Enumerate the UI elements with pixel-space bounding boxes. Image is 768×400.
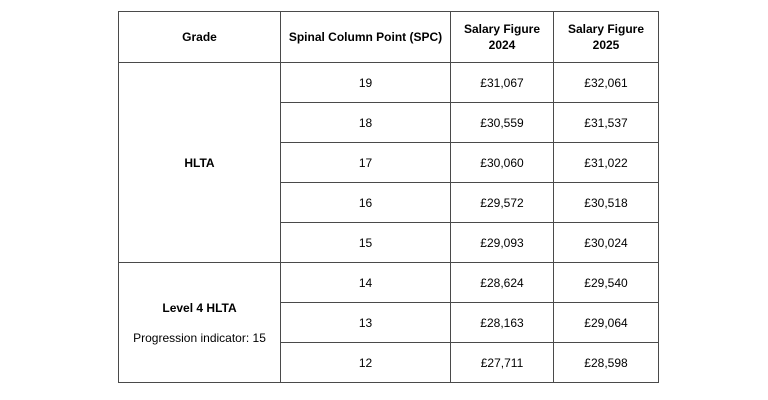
grade-cell-level4-hlta (119, 263, 281, 383)
header-salary-2025-line1: Salary Figure (567, 22, 645, 36)
grade-name: HLTA (184, 155, 215, 170)
spc-cell: 15 (281, 223, 451, 263)
spc-cell: 13 (281, 303, 451, 343)
spc-cell: 12 (281, 343, 451, 383)
header-salary-2025-line2: 2025 (592, 38, 620, 52)
progression-indicator: Progression indicator: 15 (133, 330, 266, 345)
header-row (119, 12, 659, 63)
salary-2025-cell: £28,598 (554, 343, 659, 383)
salary-2024-cell: £27,711 (451, 343, 554, 383)
grade-name: Level 4 HLTA (162, 300, 237, 315)
salary-2024-cell: £30,559 (451, 103, 554, 143)
table-row (119, 263, 659, 303)
grade-cell-hlta (119, 63, 281, 263)
salary-2025-cell: £32,061 (554, 63, 659, 103)
header-salary-2024-line1: Salary Figure (463, 22, 541, 36)
salary-2025-cell: £31,537 (554, 103, 659, 143)
salary-2024-cell: £28,163 (451, 303, 554, 343)
salary-2025-cell: £29,064 (554, 303, 659, 343)
header-salary-2024 (451, 12, 554, 63)
salary-2025-cell: £29,540 (554, 263, 659, 303)
header-grade: Grade (119, 12, 281, 63)
spc-cell: 14 (281, 263, 451, 303)
header-salary-2025 (554, 12, 659, 63)
salary-2024-cell: £31,067 (451, 63, 554, 103)
salary-2024-cell: £29,572 (451, 183, 554, 223)
salary-2025-cell: £30,518 (554, 183, 659, 223)
spc-cell: 16 (281, 183, 451, 223)
spc-cell: 17 (281, 143, 451, 183)
spc-cell: 18 (281, 103, 451, 143)
salary-table (118, 11, 659, 383)
salary-2024-cell: £29,093 (451, 223, 554, 263)
header-salary-2024-line2: 2024 (488, 38, 516, 52)
salary-2024-cell: £30,060 (451, 143, 554, 183)
salary-2025-cell: £30,024 (554, 223, 659, 263)
salary-2025-cell: £31,022 (554, 143, 659, 183)
table-row (119, 63, 659, 103)
header-spc: Spinal Column Point (SPC) (281, 12, 451, 63)
salary-2024-cell: £28,624 (451, 263, 554, 303)
spc-cell: 19 (281, 63, 451, 103)
